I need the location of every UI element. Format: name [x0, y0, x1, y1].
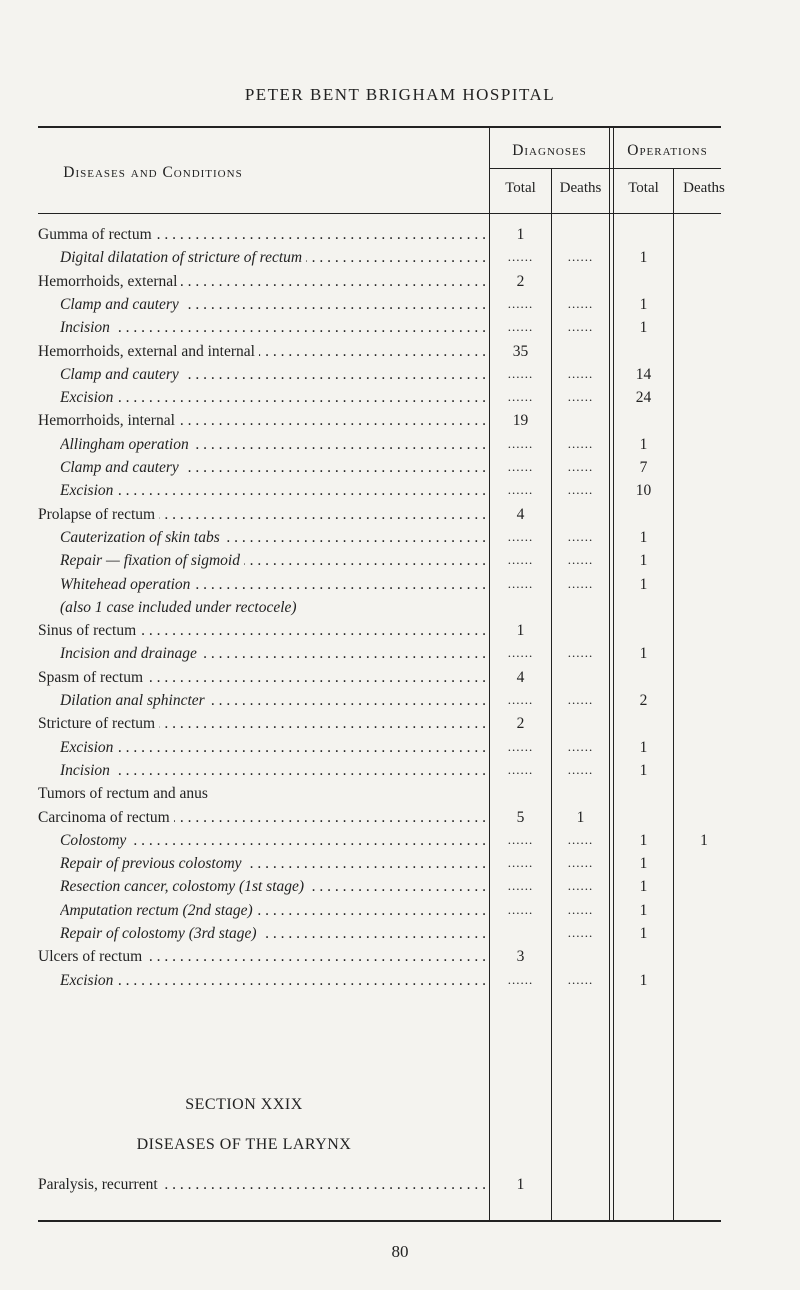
diagnoses-total-cell: ...... — [507, 528, 534, 544]
diagnoses-total-header: Total — [505, 180, 536, 196]
operations-total-cell: 1 — [639, 971, 648, 989]
row-label-text: Excision — [60, 389, 117, 406]
row-label-text: Excision — [60, 482, 117, 499]
operations-total-cell: 1 — [639, 925, 648, 942]
row-label — [60, 832, 486, 850]
row-label-text: Sinus of rectum — [38, 622, 140, 639]
operations-total-cell: 1 — [639, 528, 648, 546]
row-label — [60, 319, 486, 337]
row-label — [60, 389, 486, 407]
row-label — [38, 948, 486, 966]
operations-total-cell: 1 — [639, 319, 648, 337]
diagnoses-deaths-cell: ...... — [567, 295, 594, 311]
diagnoses-deaths-cell: ...... — [567, 901, 594, 917]
row-label-text: Incision — [60, 319, 114, 336]
diagnoses-deaths-cell: ...... — [567, 692, 594, 707]
table-row — [0, 412, 800, 435]
row-label — [60, 645, 486, 663]
diagnoses-deaths-cell: ...... — [567, 319, 594, 335]
row-label — [38, 1176, 486, 1194]
page-number: 80 — [391, 1242, 409, 1261]
table-row — [0, 319, 800, 342]
row-label — [38, 785, 486, 803]
diagnoses-deaths-cell: ...... — [567, 528, 594, 544]
operations-deaths-header: Deaths — [683, 180, 725, 196]
diagnoses-column-header: Diagnoses — [512, 142, 587, 159]
section-number: SECTION XXIX — [185, 1096, 303, 1113]
section-name: DISEASES OF THE LARYNX — [136, 1136, 352, 1153]
row-label-text: Repair — fixation of sigmoid — [60, 552, 244, 569]
row-label-text: Hemorrhoids, external and internal — [38, 343, 259, 360]
table-top-rule — [38, 126, 721, 128]
row-label-text: Incision — [60, 762, 114, 779]
row-label — [60, 599, 486, 617]
table-row — [0, 273, 800, 296]
diagnoses-total-cell: ...... — [507, 738, 534, 754]
operations-total-cell: 1 — [639, 878, 648, 896]
diagnoses-deaths-cell: ...... — [567, 925, 594, 940]
diagnoses-total-cell: ...... — [507, 692, 534, 707]
operations-total-cell: 24 — [635, 389, 652, 407]
row-label-text: Repair of colostomy (3rd stage) — [60, 925, 261, 942]
table-row — [0, 669, 800, 692]
diagnoses-total-cell: ...... — [507, 295, 534, 311]
operations-total-cell: 1 — [639, 552, 648, 570]
row-label — [60, 762, 486, 780]
row-label-text: Excision — [60, 739, 117, 756]
row-label-text: Stricture of rectum — [38, 715, 159, 732]
diagnoses-total-cell: ...... — [507, 365, 534, 381]
row-label-text: Clamp and cautery — [60, 366, 183, 383]
diagnoses-deaths-cell: ...... — [567, 459, 594, 474]
diagnoses-deaths-cell: ...... — [567, 389, 594, 405]
row-label — [60, 692, 486, 710]
row-label — [60, 459, 486, 477]
row-label — [60, 529, 486, 547]
table-row — [0, 529, 800, 552]
row-label-text: Spasm of rectum — [38, 669, 147, 686]
diagnoses-total-cell: 5 — [516, 808, 525, 826]
table-row — [0, 552, 800, 575]
diagnoses-total-cell: ...... — [507, 482, 534, 498]
row-label-text: Amputation rectum (2nd stage) — [60, 902, 257, 919]
diagnoses-deaths-cell: ...... — [567, 761, 594, 777]
operations-column-header: Operations — [627, 142, 708, 159]
operations-deaths-cell: 1 — [700, 831, 708, 849]
table-row — [0, 506, 800, 529]
diagnoses-deaths-cell: ...... — [567, 831, 594, 847]
table-row — [0, 762, 800, 785]
table-row — [0, 622, 800, 645]
diagnoses-deaths-header: Deaths — [559, 180, 602, 196]
diagnoses-total-cell: ...... — [507, 761, 534, 777]
row-label-text: Cauterization of skin tabs — [60, 529, 224, 546]
table-row — [0, 436, 800, 459]
table-bottom-rule — [38, 1220, 721, 1222]
table-row — [0, 576, 800, 599]
row-label — [60, 925, 486, 943]
row-label — [38, 669, 486, 687]
row-label-text: Gumma of rectum — [38, 226, 156, 243]
row-label-text: Allingham operation — [60, 436, 193, 453]
diagnoses-deaths-cell: ...... — [567, 855, 594, 871]
row-label — [60, 296, 486, 314]
row-label-text: Whitehead operation — [60, 576, 194, 593]
row-label-text: Hemorrhoids, external — [38, 273, 181, 290]
diagnoses-total-cell: ...... — [507, 878, 534, 894]
operations-total-cell: 1 — [639, 855, 648, 873]
row-label-text: Resection cancer, colostomy (1st stage) — [60, 878, 308, 895]
diagnoses-total-cell: 1 — [516, 1176, 525, 1193]
row-label — [60, 576, 486, 594]
table-row — [0, 972, 800, 995]
row-label-text: Colostomy — [60, 832, 130, 849]
diagnoses-total-cell: 2 — [516, 715, 525, 733]
row-label — [60, 249, 486, 267]
row-label — [38, 715, 486, 733]
row-label — [60, 878, 486, 896]
table-row — [0, 739, 800, 762]
diagnoses-total-cell: ...... — [507, 435, 534, 451]
table-row — [0, 902, 800, 925]
row-label — [60, 436, 486, 454]
diagnoses-total-cell: ...... — [507, 971, 534, 987]
row-label-text: Clamp and cautery — [60, 296, 183, 313]
row-label — [60, 366, 486, 384]
row-label-text: Tumors of rectum and anus — [38, 785, 212, 802]
row-label-text: (also 1 case included under rectocele) — [60, 599, 301, 616]
table-row — [0, 1176, 800, 1199]
diagnoses-total-cell: ...... — [507, 645, 534, 661]
table-row — [0, 855, 800, 878]
operations-total-cell: 1 — [639, 831, 648, 849]
diagnoses-deaths-cell: ...... — [567, 435, 594, 451]
operations-total-cell: 2 — [639, 692, 648, 709]
table-row — [0, 459, 800, 482]
operations-total-cell: 1 — [639, 575, 648, 593]
diagnoses-total-cell: ...... — [507, 831, 534, 847]
row-label-text: Incision and drainage — [60, 645, 201, 662]
table-row — [0, 249, 800, 272]
row-label-text: Ulcers of rectum — [38, 948, 146, 965]
row-label — [38, 226, 486, 244]
diagnoses-total-cell: ...... — [507, 249, 534, 265]
operations-total-cell: 1 — [639, 738, 648, 756]
header-bottom-rule — [38, 213, 721, 214]
operations-total-cell: 1 — [639, 761, 648, 779]
diagnoses-total-cell: 1 — [516, 622, 525, 640]
row-label — [60, 972, 486, 990]
row-label — [60, 855, 486, 873]
table-row — [0, 715, 800, 738]
diagnoses-total-cell: 1 — [516, 226, 525, 243]
operations-total-cell: 1 — [639, 901, 648, 919]
operations-total-cell: 10 — [635, 482, 652, 500]
diagnoses-deaths-cell: ...... — [567, 249, 594, 265]
table-row — [0, 482, 800, 505]
table-row — [0, 599, 800, 622]
operations-total-cell: 7 — [639, 459, 648, 476]
operations-total-cell: 1 — [639, 645, 648, 663]
diagnoses-total-cell: 19 — [512, 412, 529, 430]
diagnoses-deaths-cell: ...... — [567, 971, 594, 987]
table-row — [0, 785, 800, 808]
row-label — [38, 273, 486, 291]
diagnoses-total-cell: 2 — [516, 272, 525, 290]
table-row — [0, 832, 800, 855]
row-label-text: Prolapse of rectum — [38, 506, 159, 523]
diagnoses-deaths-cell: 1 — [576, 808, 585, 826]
diagnoses-deaths-cell: ...... — [567, 552, 594, 568]
row-label — [60, 739, 486, 757]
diagnoses-deaths-cell: ...... — [567, 645, 594, 661]
table-row — [0, 925, 800, 948]
row-label-text: Clamp and cautery — [60, 459, 183, 476]
diagnoses-total-cell: 4 — [516, 505, 525, 523]
operations-total-cell: 1 — [639, 295, 648, 313]
diagnoses-deaths-cell: ...... — [567, 738, 594, 754]
row-label-text: Paralysis, recurrent — [38, 1176, 162, 1193]
diagnoses-total-cell: 35 — [512, 342, 529, 360]
diagnoses-deaths-cell: ...... — [567, 482, 594, 498]
diagnoses-deaths-cell: ...... — [567, 365, 594, 381]
table-row — [0, 809, 800, 832]
row-label — [38, 622, 486, 640]
diagnoses-total-cell: 4 — [516, 668, 525, 686]
diagnoses-total-cell: ...... — [507, 319, 534, 335]
table-row — [0, 366, 800, 389]
row-label-text: Hemorrhoids, internal — [38, 412, 179, 429]
diagnoses-deaths-cell: ...... — [567, 575, 594, 591]
diseases-column-header: Diseases and Conditions — [63, 164, 243, 181]
page-header: PETER BENT BRIGHAM HOSPITAL — [244, 85, 556, 104]
table-row — [0, 226, 800, 249]
table-row — [0, 296, 800, 319]
operations-total-cell: 1 — [639, 249, 648, 267]
row-label-text: Digital dilatation of stricture of rectum — [60, 249, 306, 266]
row-label — [38, 412, 486, 430]
table-row — [0, 948, 800, 971]
table-row — [0, 343, 800, 366]
diagnoses-deaths-cell: ...... — [567, 878, 594, 894]
diagnoses-total-cell: ...... — [507, 855, 534, 871]
table-row — [0, 692, 800, 715]
row-label-text: Excision — [60, 972, 117, 989]
diagnoses-total-cell: ...... — [507, 575, 534, 591]
row-label-text: Repair of previous colostomy — [60, 855, 246, 872]
table-row — [0, 389, 800, 412]
row-label-text: Dilation anal sphincter — [60, 692, 209, 709]
header-divider-rule — [490, 168, 721, 169]
row-label — [60, 552, 486, 570]
row-label — [38, 809, 486, 827]
diagnoses-total-cell: ...... — [507, 552, 534, 568]
row-label — [60, 482, 486, 500]
table-row — [0, 878, 800, 901]
diagnoses-total-cell: 3 — [516, 948, 525, 966]
diagnoses-total-cell: ...... — [507, 901, 534, 917]
row-label-text: Carcinoma of rectum — [38, 809, 174, 826]
row-label — [38, 506, 486, 524]
operations-total-header: Total — [628, 180, 659, 196]
diagnoses-total-cell: ...... — [507, 389, 534, 405]
table-row — [0, 645, 800, 668]
operations-total-cell: 1 — [639, 435, 648, 453]
row-label — [60, 902, 486, 920]
row-label — [38, 343, 486, 361]
diagnoses-total-cell: ...... — [507, 459, 534, 474]
operations-total-cell: 14 — [635, 365, 652, 383]
